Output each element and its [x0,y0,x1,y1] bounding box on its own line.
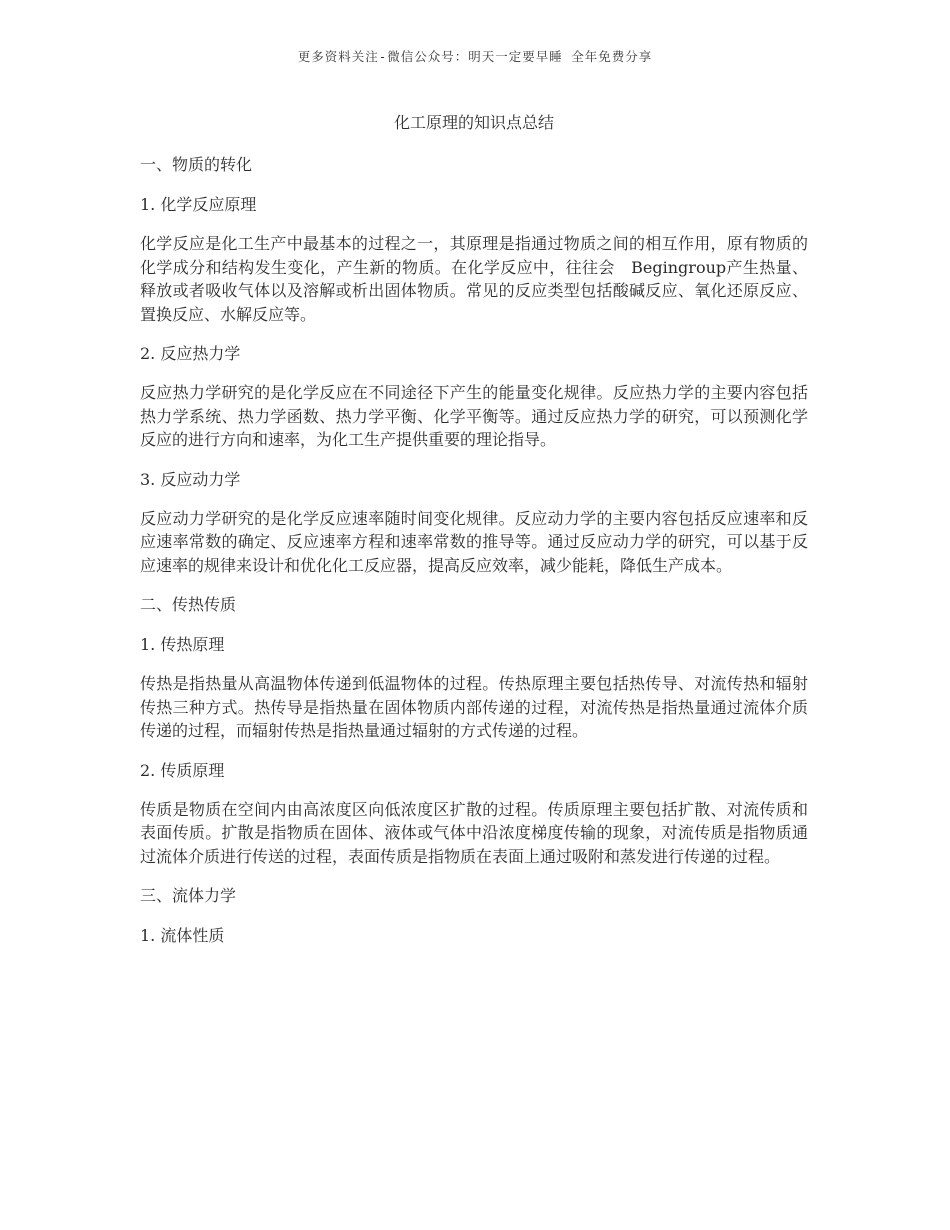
section-heading: 三、流体力学 [140,886,237,905]
subsection-heading: 2. 传质原理 [140,760,225,780]
paragraph: 化学反应是化工生产中最基本的过程之一，其原理是指通过物质之间的相互作用，原有物质的化学成分和结构发生变化，产生新的物质。在化学反应中，往往会 Begingroup产生热量、释放或者吸收气体以及溶解或析出固体物质。常见的反应类型包括酸碱反应、氧化还原反应、置换反应、水解反应等。 [140,234,808,324]
document-body [140,110,808,963]
paragraph: 传质是物质在空间内由高浓度区向低浓度区扩散的过程。传质原理主要包括扩散、对流传质和表面传质。扩散是指物质在固体、液体或气体中沿浓度梯度传输的现象，对流传质是指物质通过流体介质进行传送的过程，表面传质是指物质在表面上通过吸附和蒸发进行传递的过程。 [140,799,808,866]
paragraph: 反应热力学研究的是化学反应在不同途径下产生的能量变化规律。反应热力学的主要内容包括热力学系统、热力学函数、热力学平衡、化学平衡等。通过反应热力学的研究，可以预测化学反应的进行方向和速率，为化工生产提供重要的理论指导。 [140,383,808,449]
subsection-heading: 1. 传热原理 [140,635,225,654]
paragraph: 传热是指热量从高温物体传递到低温物体的过程。传热原理主要包括热传导、对流传热和辐射传热三种方式。热传导是指热量在固体物质内部传递的过程，对流传热是指热量通过流体介质传递的过程，而辐射传热是指热量通过辐射的方式传递的过程。 [140,674,808,740]
subsection-heading: 1. 流体性质 [140,926,225,945]
subsection-heading: 3. 反应动力学 [140,469,241,489]
header-note: 更多资料关注-微信公众号：明天一定要早睡 全年免费分享 [297,49,653,64]
section-heading: 二、传热传质 [140,595,237,614]
subsection-heading: 2. 反应热力学 [140,344,241,363]
paragraph: 反应动力学研究的是化学反应速率随时间变化规律。反应动力学的主要内容包括反应速率和反应速率常数的确定、反应速率方程和速率常数的推导等。通过反应动力学的研究，可以基于反应速率的规律来设计和优化化工反应器，提高反应效率，减少能耗，降低生产成本。 [140,508,808,575]
subsection-heading: 1. 化学反应原理 [140,195,257,214]
section-heading: 一、物质的转化 [140,155,253,174]
document-title: 化工原理的知识点总结 [393,113,554,132]
